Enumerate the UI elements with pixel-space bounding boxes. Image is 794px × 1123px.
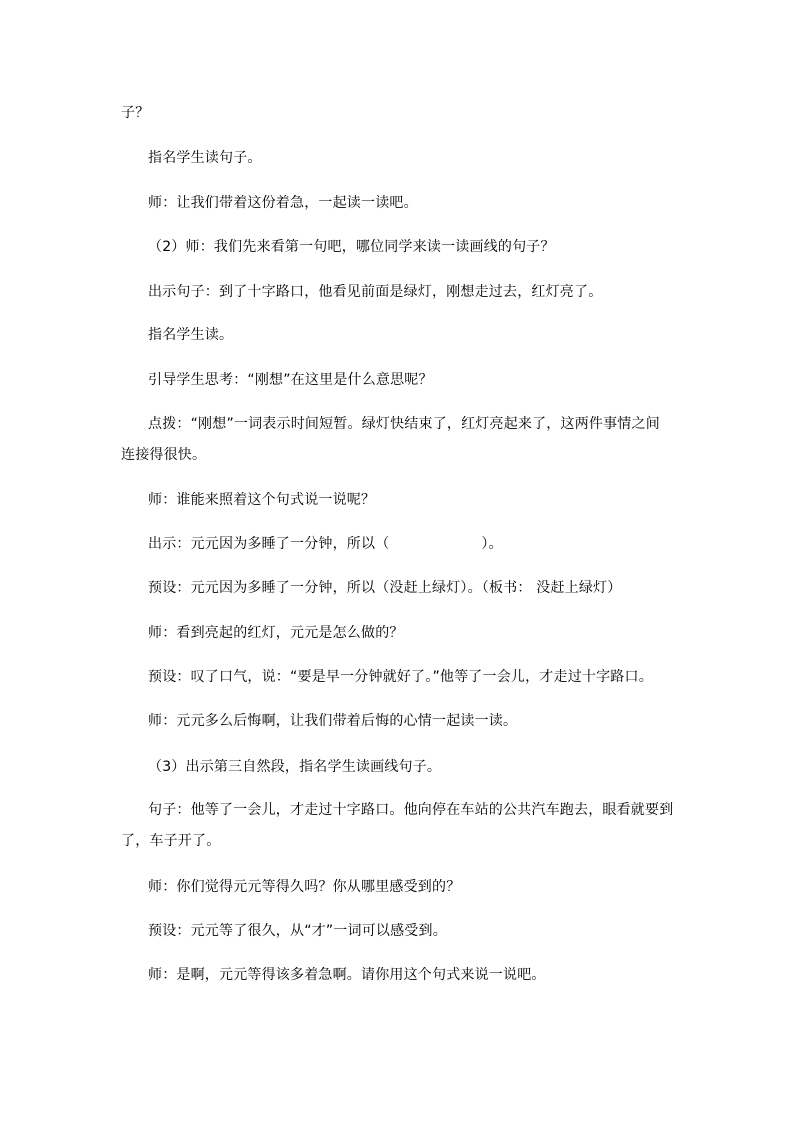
text-line: 师：元元多么后悔啊，让我们带着后悔的心情一起读一读。 — [148, 713, 518, 729]
text-line: （3）出示第三自然段，指名学生读画线句子。 — [148, 759, 442, 775]
fill-blank-before: 出示：元元因为多睡了一分钟，所以（ — [148, 536, 390, 552]
text-line: 师：是啊，元元等得该多着急啊。请你用这个句式来说一说吧。 — [148, 967, 546, 983]
text-line: 预设：叹了口气，说：“要是早一分钟就好了。”他等了一会儿，才走过十字路口。 — [148, 669, 653, 685]
text-line: 师：让我们带着这份着急，一起读一读吧。 — [148, 195, 418, 211]
text-line: 预设：元元因为多睡了一分钟，所以（没赶上绿灯）。（板书： 没赶上绿灯） — [148, 580, 622, 596]
text-line: 点拨：“刚想”一词表示时间短暂。绿灯快结束了，红灯亮起来了，这两件事情之间 — [148, 416, 660, 432]
text-line: 引导学生思考：“刚想”在这里是什么意思呢？ — [148, 372, 433, 388]
text-line: 了，车子开了。 — [121, 833, 221, 849]
fill-blank-after: ）。 — [481, 536, 503, 552]
text-line: 指名学生读句子。 — [148, 150, 262, 166]
text-line: 出示句子：到了十字路口，他看见前面是绿灯，刚想走过去，红灯亮了。 — [148, 284, 603, 300]
text-line: 师：你们觉得元元等得久吗？你从哪里感受到的？ — [148, 879, 461, 895]
text-line: 师：看到亮起的红灯，元元是怎么做的？ — [148, 625, 404, 641]
text-line: 指名学生读。 — [148, 327, 234, 343]
text-line: 预设：元元等了很久，从“才”一词可以感受到。 — [148, 923, 447, 939]
text-line: 子？ — [121, 105, 150, 121]
text-line: 师：谁能来照着这个句式说一说呢？ — [148, 492, 376, 508]
text-line: （2）师：我们先来看第一句吧，哪位同学来读一读画线的句子？ — [148, 239, 555, 255]
text-line: 句子：他等了一会儿，才走过十字路口。他向停在车站的公共汽车跑去，眼看就要到 — [148, 802, 674, 818]
text-line: 连接得很快。 — [121, 447, 207, 463]
fill-blank-line — [148, 535, 503, 553]
